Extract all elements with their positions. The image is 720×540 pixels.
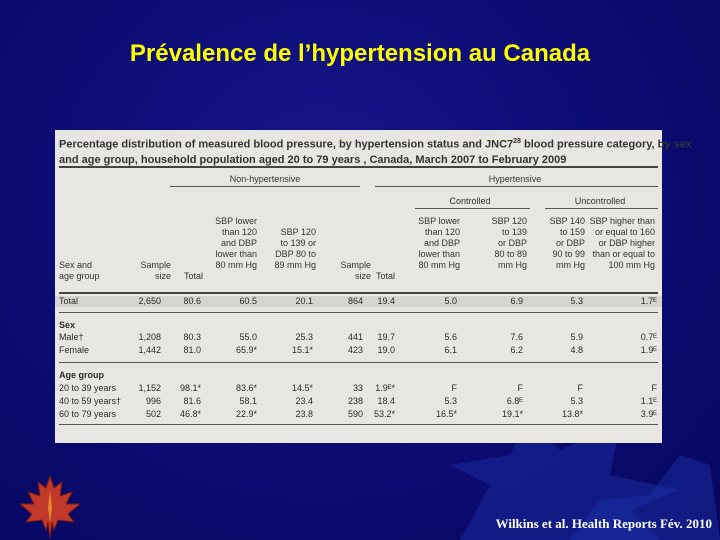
cell: 53.2*: [373, 409, 395, 419]
cell: 16.5*: [435, 409, 457, 419]
cell: 7.6: [510, 332, 523, 342]
col-header-sex-age: Sex and age group: [59, 260, 100, 281]
col-header-total: Total: [183, 271, 203, 281]
cell: 6.2: [510, 345, 523, 355]
table-bottom-rule: [59, 424, 658, 425]
row-label: Female: [59, 345, 90, 355]
table-row: [55, 396, 662, 407]
section-sex: Sex: [59, 320, 76, 330]
cell: F: [577, 383, 583, 393]
cell: 996: [145, 396, 161, 406]
table-caption: Percentage distribution of measured blood pressure, by hypertension status and $JNC7^{28}$ blood pressure category, by sex and age group, household population aged 20 to 79 years , Canada, March 2007 to February 2009: [59, 138, 692, 166]
cell: 5.3: [570, 296, 583, 306]
section-rule: [59, 362, 658, 363]
col-header-sbp-120-139: SBP 120 to 139 or DBP 80 to 89 mm Hg: [274, 227, 316, 270]
cell: 0.7ᴱ: [640, 332, 657, 342]
cell: 55.0: [239, 332, 257, 342]
table-row: [55, 345, 662, 356]
cell: 3.9ᴱ: [640, 409, 657, 419]
cell: 19.1*: [501, 409, 523, 419]
data-table-image: [55, 130, 692, 443]
cell: 5.3: [444, 396, 457, 406]
cell: 60.5: [239, 296, 257, 306]
cell: 81.0: [183, 345, 201, 355]
cell: 22.9*: [235, 409, 257, 419]
col-header-unctrl-sbp-ge160: SBP higher than or equal to 160 or DBP higher than or equal to 100 mm Hg: [589, 216, 655, 270]
cell: 1,208: [138, 332, 161, 342]
cell: 6.1: [444, 345, 457, 355]
row-label: 40 to 59 years†: [59, 396, 122, 406]
col-header-unctrl-sbp-140-159: SBP 140 to 159 or DBP 90 to 99 mm Hg: [549, 216, 585, 270]
cell: 5.0: [444, 296, 457, 306]
col-header-sample-size-hyp: Sample size: [340, 260, 371, 281]
cell: 1.7ᴱ: [640, 296, 657, 306]
cell: 19.7: [377, 332, 395, 342]
section-age: Age group: [59, 370, 104, 380]
maple-leaf-logo: [14, 472, 86, 538]
cell: 25.3: [295, 332, 313, 342]
cell: 1.9ᴱ*: [375, 383, 395, 393]
cell: 864: [347, 296, 363, 306]
cell: 80.3: [183, 332, 201, 342]
cell: 6.8ᴱ: [506, 396, 523, 406]
cell: 83.6*: [235, 383, 257, 393]
cell: 5.3: [570, 396, 583, 406]
cell: 23.8: [295, 409, 313, 419]
cell: 81.6: [183, 396, 201, 406]
cell: 98.1*: [179, 383, 201, 393]
cell: 4.8: [570, 345, 583, 355]
cell: 23.4: [295, 396, 313, 406]
group-rule: [415, 208, 530, 209]
cell: 18.4: [377, 396, 395, 406]
cell: 5.6: [444, 332, 457, 342]
cell: 1,152: [138, 383, 161, 393]
slide-title: Prévalence de l’hypertension au Canada: [129, 40, 591, 67]
cell: 6.9: [510, 296, 523, 306]
cell: 1.1ᴱ: [640, 396, 657, 406]
cell: 502: [145, 409, 161, 419]
cell: 19.0: [377, 345, 395, 355]
group-controlled: Controlled: [449, 196, 491, 206]
citation: Wilkins et al. Health Reports Fév. 2010: [495, 516, 712, 531]
cell: 15.1*: [291, 345, 313, 355]
group-rule: [375, 186, 658, 187]
header-bottom-rule: [59, 292, 658, 294]
cell: 46.8*: [179, 409, 201, 419]
table-row: [55, 409, 662, 420]
cell: 590: [347, 409, 363, 419]
cell: 1,442: [138, 345, 161, 355]
cell: 13.8*: [561, 409, 583, 419]
col-header-ctrl-sbp-lt120: SBP lower than 120 and DBP lower than 80 mm Hg: [418, 216, 460, 270]
header-rule: [59, 166, 658, 168]
row-label: 60 to 79 years: [59, 409, 117, 419]
cell: 238: [347, 396, 363, 406]
cell: F: [451, 383, 457, 393]
group-non-hypertensive: Non-hypertensive: [229, 174, 301, 184]
group-rule: [545, 208, 658, 209]
table-row: [55, 332, 662, 343]
col-header-sbp-lt120: SBP lower than 120 and DBP lower than 80 mm Hg: [215, 216, 257, 270]
col-header-ctrl-sbp-120-139: SBP 120 to 139 or DBP 80 to 89 mm Hg: [491, 216, 527, 270]
cell: 65.9*: [235, 345, 257, 355]
cell: 441: [347, 332, 363, 342]
cell: 1.9ᴱ: [640, 345, 657, 355]
group-rule: [170, 186, 360, 187]
cell: F: [651, 383, 657, 393]
table-row-total: [55, 296, 662, 307]
row-label: Total: [59, 296, 79, 306]
group-uncontrolled: Uncontrolled: [574, 196, 626, 206]
cell: 20.1: [295, 296, 313, 306]
col-header-sample-size: Sample size: [140, 260, 171, 281]
row-label: 20 to 39 years: [59, 383, 117, 393]
cell: 423: [347, 345, 363, 355]
cell: 19.4: [377, 296, 395, 306]
section-rule: [59, 312, 658, 313]
cell: 5.9: [570, 332, 583, 342]
cell: 80.6: [183, 296, 201, 306]
col-header-total-hyp: Total: [375, 271, 395, 281]
table-row: [55, 383, 662, 394]
group-hypertensive: Hypertensive: [488, 174, 542, 184]
cell: 2,650: [138, 296, 161, 306]
row-label: Male†: [59, 332, 84, 342]
cell: 14.5*: [291, 383, 313, 393]
cell: 33: [352, 383, 363, 393]
cell: 58.1: [239, 396, 257, 406]
cell: F: [517, 383, 523, 393]
